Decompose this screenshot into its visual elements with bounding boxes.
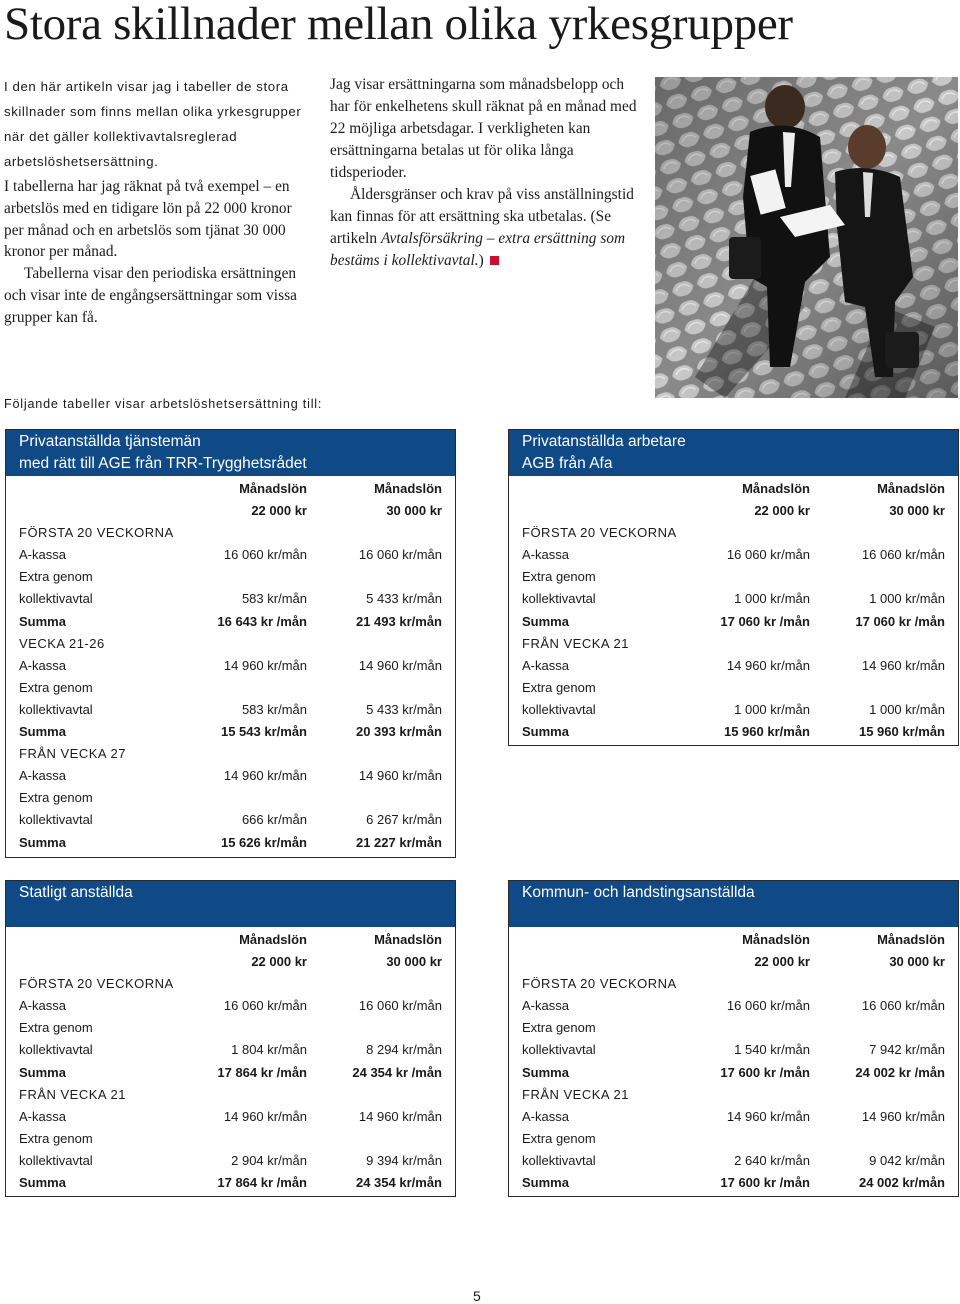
value-30000: 1 000 kr/mån	[869, 591, 945, 607]
table-row	[6, 994, 455, 1016]
value-30000: 21 493 kr/mån	[355, 613, 442, 629]
table-row	[6, 1127, 455, 1149]
value-30000: Månadslön	[877, 932, 945, 947]
table-row	[509, 499, 958, 521]
value-22000: 583 kr/mån	[241, 591, 307, 607]
row-label: A-kassa	[19, 657, 66, 673]
value-30000: Månadslön	[374, 932, 442, 947]
value-22000: 1 804 kr/mån	[231, 1042, 307, 1058]
table-title-line2: AGB från Afa	[522, 455, 613, 472]
row-label: A-kassa	[522, 1108, 569, 1124]
value-30000: 15 960 kr/mån	[858, 724, 945, 740]
middle-column	[330, 74, 640, 272]
row-label: kollektivavtal	[19, 1152, 93, 1168]
body-paragraph-4	[330, 184, 640, 272]
table-row	[509, 543, 958, 565]
table-row	[6, 1038, 455, 1060]
table-row	[509, 720, 958, 742]
value-22000: 14 960 kr/mån	[223, 1108, 307, 1124]
row-label: A-kassa	[19, 768, 66, 784]
table-header	[509, 430, 958, 476]
table-row	[6, 786, 455, 808]
table-row	[509, 1083, 958, 1105]
value-30000: 14 960 kr/mån	[358, 657, 442, 673]
row-label: Extra genom	[19, 1020, 93, 1036]
body-paragraph-2: Tabellerna visar den periodiska ersättningen och visar inte de engångsersättningar som vissa grupper kan få.	[4, 265, 297, 326]
table-row	[6, 654, 455, 676]
table-row	[6, 477, 455, 499]
row-label: Extra genom	[522, 1130, 596, 1146]
table-title-line1: Statligt anställda	[19, 884, 133, 901]
value-22000: 17 864 kr /mån	[217, 1064, 307, 1080]
article-reference: Avtalsförsäkring – extra ersättning som bestäms i kollektivavtal.	[330, 230, 626, 269]
body-paragraph-1: I tabellerna har jag räknat på två exempel – en arbetslös med en tidigare lön på 22 000 kronor per månad och en arbetslös som tjänat 30 000 kronor per månad.	[4, 178, 292, 261]
table-title-line1: Kommun- och landstingsanställda	[522, 884, 755, 901]
value-22000: Månadslön	[742, 932, 810, 947]
value-22000: 14 960 kr/mån	[726, 1108, 810, 1124]
value-30000: 30 000 kr	[889, 503, 945, 519]
value-22000: 14 960 kr/mån	[223, 768, 307, 784]
table-row	[509, 587, 958, 609]
table-row	[509, 1171, 958, 1193]
value-22000: 17 600 kr /mån	[720, 1064, 810, 1080]
value-30000: 5 433 kr/mån	[366, 701, 442, 717]
row-label: FÖRSTA 20 VECKORNA	[522, 525, 677, 541]
row-label: A-kassa	[522, 657, 569, 673]
value-30000: 7 942 kr/mån	[869, 1042, 945, 1058]
value-22000: 17 864 kr /mån	[217, 1175, 307, 1191]
table-body	[509, 927, 958, 1193]
value-30000: 16 060 kr/mån	[861, 998, 945, 1014]
intro-column	[4, 74, 309, 329]
value-30000: 14 960 kr/mån	[358, 1108, 442, 1124]
table-row	[509, 1016, 958, 1038]
body-paragraph-3: Jag visar ersättningarna som månadsbelopp och har för enkelhetens skull räknat på en månad med 22 möjliga arbetsdagar. I verkligheten kan ersättningarna betalas ut för olika långa tidsperioder.	[330, 76, 637, 181]
table-title-line1: Privatanställda tjänstemän	[19, 433, 201, 450]
row-label: FÖRSTA 20 VECKORNA	[19, 525, 174, 541]
value-30000: 24 002 kr /mån	[855, 1064, 945, 1080]
row-label: FRÅN VECKA 21	[522, 1086, 629, 1102]
row-label: Extra genom	[522, 679, 596, 695]
value-30000: 30 000 kr	[386, 954, 442, 970]
table-row	[6, 808, 455, 830]
value-22000: 2 904 kr/mån	[231, 1152, 307, 1168]
row-label: A-kassa	[19, 1108, 66, 1124]
row-label: kollektivavtal	[19, 591, 93, 607]
page-number: 5	[473, 1288, 481, 1304]
value-30000: 16 060 kr/mån	[358, 998, 442, 1014]
value-22000: 14 960 kr/mån	[726, 657, 810, 673]
row-label: Summa	[19, 1175, 66, 1191]
lead-paragraph: I den här artikeln visar jag i tabeller de stora skillnader som finns mellan olika yrkesgrupper när det gäller kollektivavtalsreglerad arbetslöshetsersättning.	[4, 79, 302, 169]
table-row	[509, 950, 958, 972]
value-22000: 16 060 kr/mån	[223, 547, 307, 563]
value-22000: 22 000 kr	[251, 503, 307, 519]
table-row	[509, 1061, 958, 1083]
para4-text-a: Åldersgränser och krav på viss anställningstid kan finnas för att ersättning ska utbetalas. (Se artikeln	[330, 186, 634, 247]
table-body	[509, 476, 958, 742]
table-row	[6, 950, 455, 972]
row-label: A-kassa	[19, 998, 66, 1014]
table-header	[6, 881, 455, 927]
table-row	[509, 698, 958, 720]
table-row	[6, 720, 455, 742]
value-30000: 21 227 kr/mån	[355, 834, 442, 850]
table-row	[509, 1149, 958, 1171]
row-label: Summa	[522, 724, 569, 740]
table-row	[6, 543, 455, 565]
value-22000: 16 060 kr/mån	[726, 998, 810, 1014]
value-22000: 17 060 kr /mån	[720, 613, 810, 629]
table-header	[509, 881, 958, 927]
row-label: A-kassa	[19, 547, 66, 563]
table-row	[6, 521, 455, 543]
value-22000: 1 540 kr/mån	[734, 1042, 810, 1058]
row-label: FRÅN VECKA 21	[522, 635, 629, 651]
table-row	[509, 928, 958, 950]
value-30000: 9 394 kr/mån	[366, 1152, 442, 1168]
value-30000: Månadslön	[877, 481, 945, 496]
row-label: Extra genom	[522, 569, 596, 585]
value-30000: 14 960 kr/mån	[358, 768, 442, 784]
value-22000: 15 626 kr/mån	[220, 834, 307, 850]
value-22000: 22 000 kr	[754, 954, 810, 970]
row-label: kollektivavtal	[522, 1152, 596, 1168]
table-row	[509, 676, 958, 698]
value-30000: 1 000 kr/mån	[869, 701, 945, 717]
table-row	[6, 587, 455, 609]
value-30000: 5 433 kr/mån	[366, 591, 442, 607]
table-row	[509, 1038, 958, 1060]
value-22000: 15 543 kr/mån	[220, 724, 307, 740]
table-row	[6, 1149, 455, 1171]
row-label: Summa	[19, 724, 66, 740]
row-label: Summa	[19, 613, 66, 629]
row-label: Summa	[19, 1064, 66, 1080]
value-22000: 16 060 kr/mån	[223, 998, 307, 1014]
value-22000: Månadslön	[742, 481, 810, 496]
end-square-icon	[490, 256, 499, 265]
table-row	[6, 764, 455, 786]
row-label: Extra genom	[19, 1130, 93, 1146]
value-30000: 6 267 kr/mån	[366, 812, 442, 828]
value-30000: 24 354 kr /mån	[352, 1064, 442, 1080]
value-22000: Månadslön	[239, 481, 307, 496]
value-30000: Månadslön	[374, 481, 442, 496]
table-row	[6, 1083, 455, 1105]
value-22000: 16 643 kr /mån	[217, 613, 307, 629]
value-22000: 22 000 kr	[754, 503, 810, 519]
table-row	[509, 1127, 958, 1149]
row-label: Extra genom	[19, 679, 93, 695]
value-30000: 20 393 kr/mån	[355, 724, 442, 740]
table-body	[6, 476, 455, 853]
table-row	[6, 972, 455, 994]
tables-intro: Följande tabeller visar arbetslöshetsersättning till:	[4, 397, 323, 411]
value-30000: 30 000 kr	[386, 503, 442, 519]
table-body	[6, 927, 455, 1193]
table-row	[6, 742, 455, 764]
value-30000: 14 960 kr/mån	[861, 657, 945, 673]
value-22000: 583 kr/mån	[241, 701, 307, 717]
row-label: Extra genom	[522, 1020, 596, 1036]
value-22000: Månadslön	[239, 932, 307, 947]
row-label: VECKA 21-26	[19, 635, 105, 651]
row-label: kollektivavtal	[19, 812, 93, 828]
row-label: FRÅN VECKA 21	[19, 1086, 126, 1102]
row-label: Summa	[19, 834, 66, 850]
row-label: FÖRSTA 20 VECKORNA	[522, 976, 677, 992]
table-row	[6, 831, 455, 853]
table-row	[509, 632, 958, 654]
row-label: kollektivavtal	[19, 701, 93, 717]
row-label: Summa	[522, 613, 569, 629]
table-row	[509, 654, 958, 676]
table-row	[6, 1016, 455, 1038]
table-row	[6, 676, 455, 698]
table-row	[509, 1105, 958, 1127]
value-30000: 17 060 kr /mån	[855, 613, 945, 629]
table-header	[6, 430, 455, 476]
row-label: A-kassa	[522, 998, 569, 1014]
row-label: FÖRSTA 20 VECKORNA	[19, 976, 174, 992]
value-30000: 24 002 kr/mån	[858, 1175, 945, 1191]
value-22000: 22 000 kr	[251, 954, 307, 970]
table-state-employees	[5, 880, 456, 1197]
value-30000: 9 042 kr/mån	[869, 1152, 945, 1168]
value-22000: 1 000 kr/mån	[734, 591, 810, 607]
value-30000: 16 060 kr/mån	[358, 547, 442, 563]
table-row	[509, 521, 958, 543]
value-30000: 24 354 kr/mån	[355, 1175, 442, 1191]
table-row	[6, 632, 455, 654]
value-22000: 666 kr/mån	[241, 812, 307, 828]
value-22000: 15 960 kr/mån	[723, 724, 810, 740]
value-22000: 14 960 kr/mån	[223, 657, 307, 673]
row-label: Extra genom	[19, 569, 93, 585]
row-label: kollektivavtal	[522, 1042, 596, 1058]
table-row	[509, 994, 958, 1016]
value-22000: 17 600 kr /mån	[720, 1175, 810, 1191]
row-label: FRÅN VECKA 27	[19, 746, 126, 762]
table-private-workers	[508, 429, 959, 746]
table-row	[6, 610, 455, 632]
table-row	[6, 1171, 455, 1193]
table-title-line1: Privatanställda arbetare	[522, 433, 686, 450]
table-title-line2: med rätt till AGE från TRR-Trygghetsrådet	[19, 455, 307, 472]
row-label: A-kassa	[522, 547, 569, 563]
row-label: kollektivavtal	[19, 1042, 93, 1058]
table-private-salaried	[5, 429, 456, 858]
business-men-photo	[655, 77, 958, 398]
value-30000: 8 294 kr/mån	[366, 1042, 442, 1058]
row-label: kollektivavtal	[522, 701, 596, 717]
table-row	[6, 698, 455, 720]
row-label: kollektivavtal	[522, 591, 596, 607]
table-row	[6, 1061, 455, 1083]
table-row	[509, 565, 958, 587]
row-label: Summa	[522, 1175, 569, 1191]
table-municipal-employees	[508, 880, 959, 1197]
table-row	[6, 499, 455, 521]
value-22000: 16 060 kr/mån	[726, 547, 810, 563]
page-title: Stora skillnader mellan olika yrkesgrupper	[4, 0, 793, 50]
row-label: Extra genom	[19, 790, 93, 806]
table-row	[509, 477, 958, 499]
table-row	[509, 610, 958, 632]
table-row	[6, 1105, 455, 1127]
row-label: Summa	[522, 1064, 569, 1080]
para4-text-b: )	[478, 252, 484, 269]
table-row	[6, 565, 455, 587]
value-30000: 16 060 kr/mån	[861, 547, 945, 563]
table-row	[6, 928, 455, 950]
table-row	[509, 972, 958, 994]
value-30000: 30 000 kr	[889, 954, 945, 970]
value-22000: 2 640 kr/mån	[734, 1152, 810, 1168]
value-30000: 14 960 kr/mån	[861, 1108, 945, 1124]
value-22000: 1 000 kr/mån	[734, 701, 810, 717]
